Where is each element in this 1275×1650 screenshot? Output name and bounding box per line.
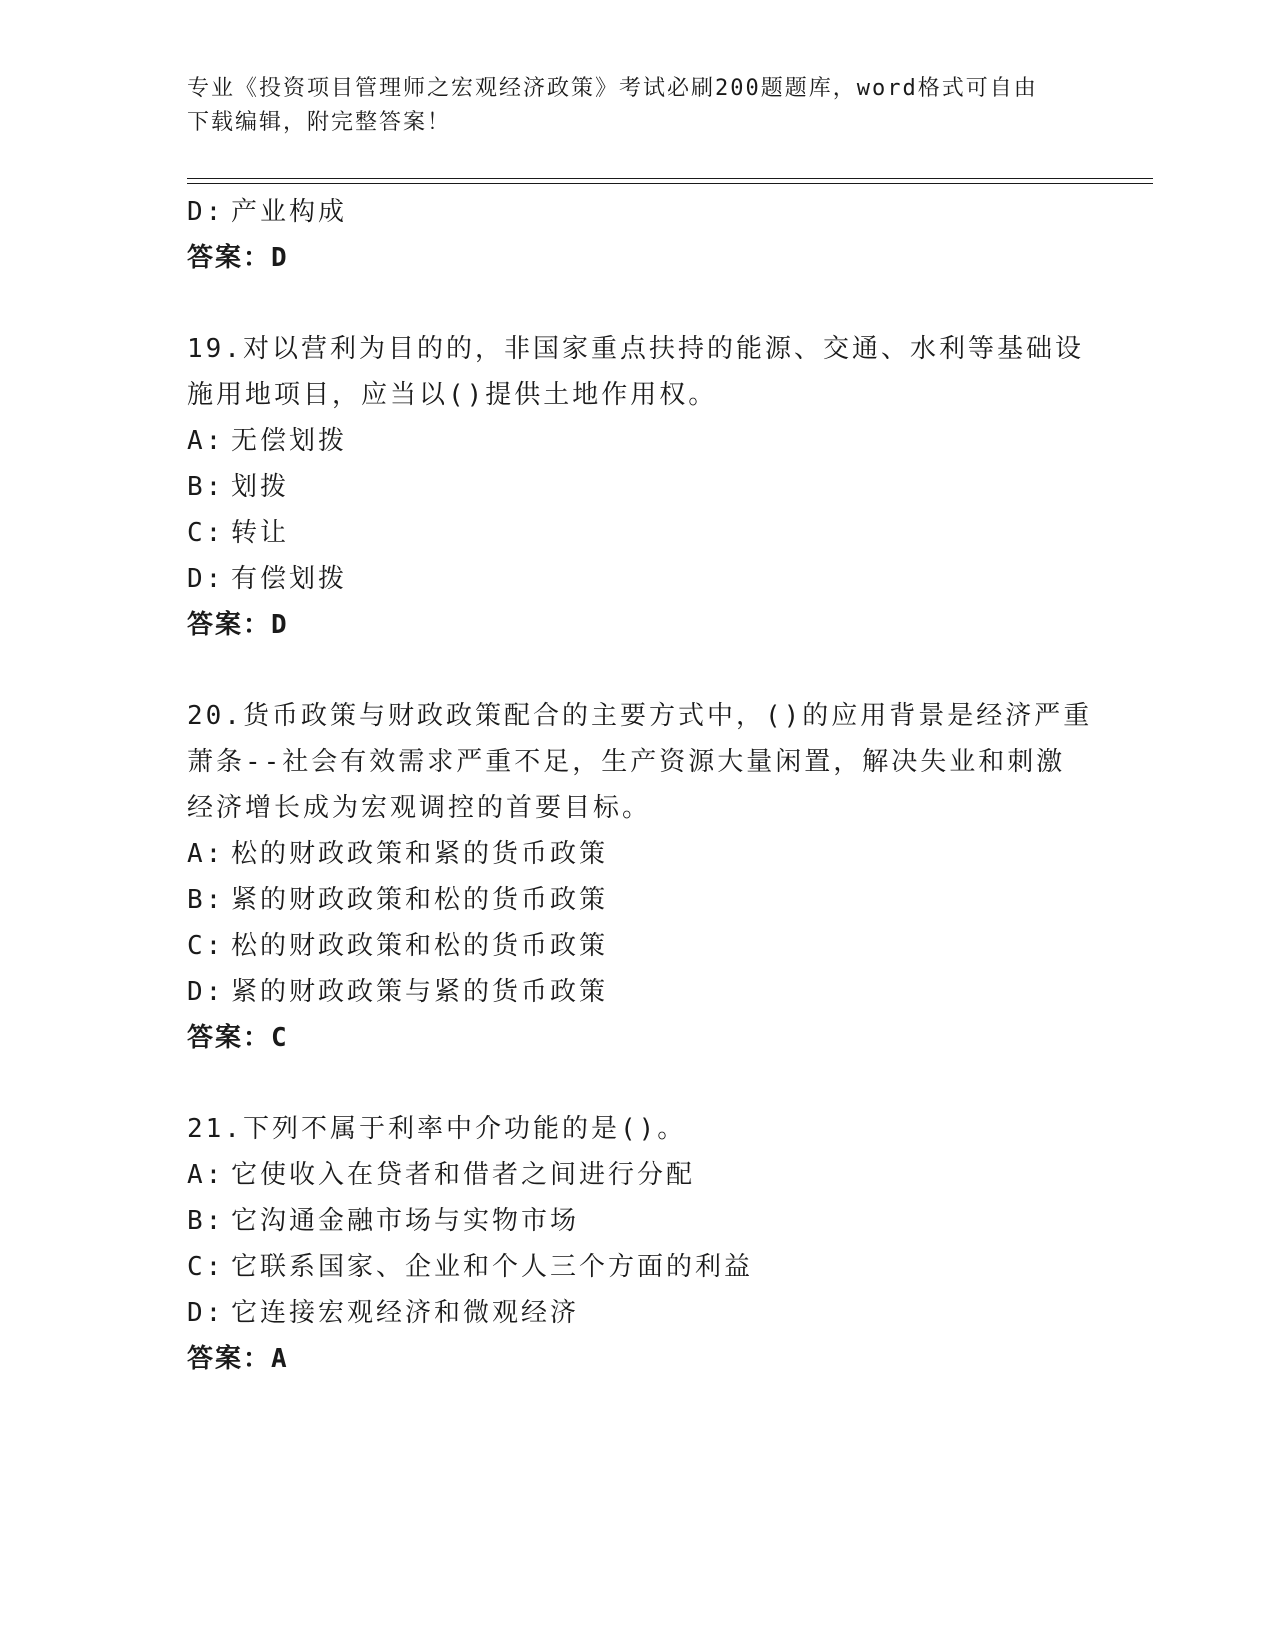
question-stem-line: 施用地项目，应当以()提供土地作用权。	[187, 380, 718, 410]
option-text: 它使收入在贷者和借者之间进行分配	[231, 1160, 696, 1190]
option-c	[187, 923, 1087, 969]
question-stem-line: 21.下列不属于利率中介功能的是()。	[187, 1114, 687, 1144]
option-c	[187, 1244, 1087, 1290]
question-stem-line: 19.对以营利为目的的，非国家重点扶持的能源、交通、水利等基础设	[187, 334, 1084, 364]
option-text: 紧的财政政策与紧的货币政策	[231, 977, 609, 1007]
option-d	[187, 189, 1087, 235]
option-d	[187, 969, 1087, 1015]
question-stem-line: 萧条--社会有效需求严重不足，生产资源大量闲置，解决失业和刺激	[187, 747, 1066, 777]
question-19	[187, 326, 1087, 648]
option-text: 紧的财政政策和松的货币政策	[231, 885, 609, 915]
question-stem-line: 经济增长成为宏观调控的首要目标。	[187, 793, 652, 823]
option-text: 它沟通金融市场与实物市场	[231, 1206, 580, 1236]
option-key: C:	[187, 1252, 225, 1282]
previous-question-tail	[187, 189, 1087, 281]
option-b	[187, 464, 1087, 510]
option-text: 产业构成	[231, 197, 348, 227]
option-b	[187, 1198, 1087, 1244]
option-key: C:	[187, 931, 225, 961]
option-b	[187, 877, 1087, 923]
header-line-2: 下载编辑，附完整答案！	[187, 110, 452, 135]
option-text: 有偿划拨	[231, 564, 348, 594]
option-key: A:	[187, 426, 225, 456]
option-text: 它连接宏观经济和微观经济	[231, 1298, 580, 1328]
option-key: D:	[187, 977, 225, 1007]
option-text: 转让	[231, 518, 290, 548]
header-line-1: 专业《投资项目管理师之宏观经济政策》考试必刷200题题库，word格式可自由	[187, 76, 1038, 101]
option-text: 它联系国家、企业和个人三个方面的利益	[231, 1252, 754, 1282]
answer: 答案：A	[187, 1344, 289, 1374]
option-key: B:	[187, 885, 225, 915]
option-a	[187, 1152, 1087, 1198]
option-key: A:	[187, 1160, 225, 1190]
answer: 答案：C	[187, 1023, 289, 1053]
option-d	[187, 1290, 1087, 1336]
answer: 答案：D	[187, 243, 289, 273]
question-list	[187, 189, 1093, 1382]
option-key: B:	[187, 1206, 225, 1236]
option-c	[187, 510, 1087, 556]
document-header	[187, 72, 1087, 140]
option-text: 松的财政政策和松的货币政策	[231, 931, 609, 961]
option-key: D:	[187, 564, 225, 594]
option-key: A:	[187, 839, 225, 869]
question-21	[187, 1106, 1087, 1382]
option-a	[187, 831, 1087, 877]
question-stem-line: 20.货币政策与财政政策配合的主要方式中，()的应用背景是经济严重	[187, 701, 1093, 731]
header-divider-bottom	[187, 183, 1153, 184]
answer: 答案：D	[187, 610, 289, 640]
option-key: B:	[187, 472, 225, 502]
option-text: 无偿划拨	[231, 426, 348, 456]
option-text: 划拨	[231, 472, 290, 502]
option-d	[187, 556, 1087, 602]
option-key: C:	[187, 518, 225, 548]
option-a	[187, 418, 1087, 464]
question-20	[187, 693, 1093, 1061]
option-key: D:	[187, 1298, 225, 1328]
header-divider-top	[187, 178, 1153, 179]
option-key: D:	[187, 197, 225, 227]
option-text: 松的财政政策和紧的货币政策	[231, 839, 609, 869]
